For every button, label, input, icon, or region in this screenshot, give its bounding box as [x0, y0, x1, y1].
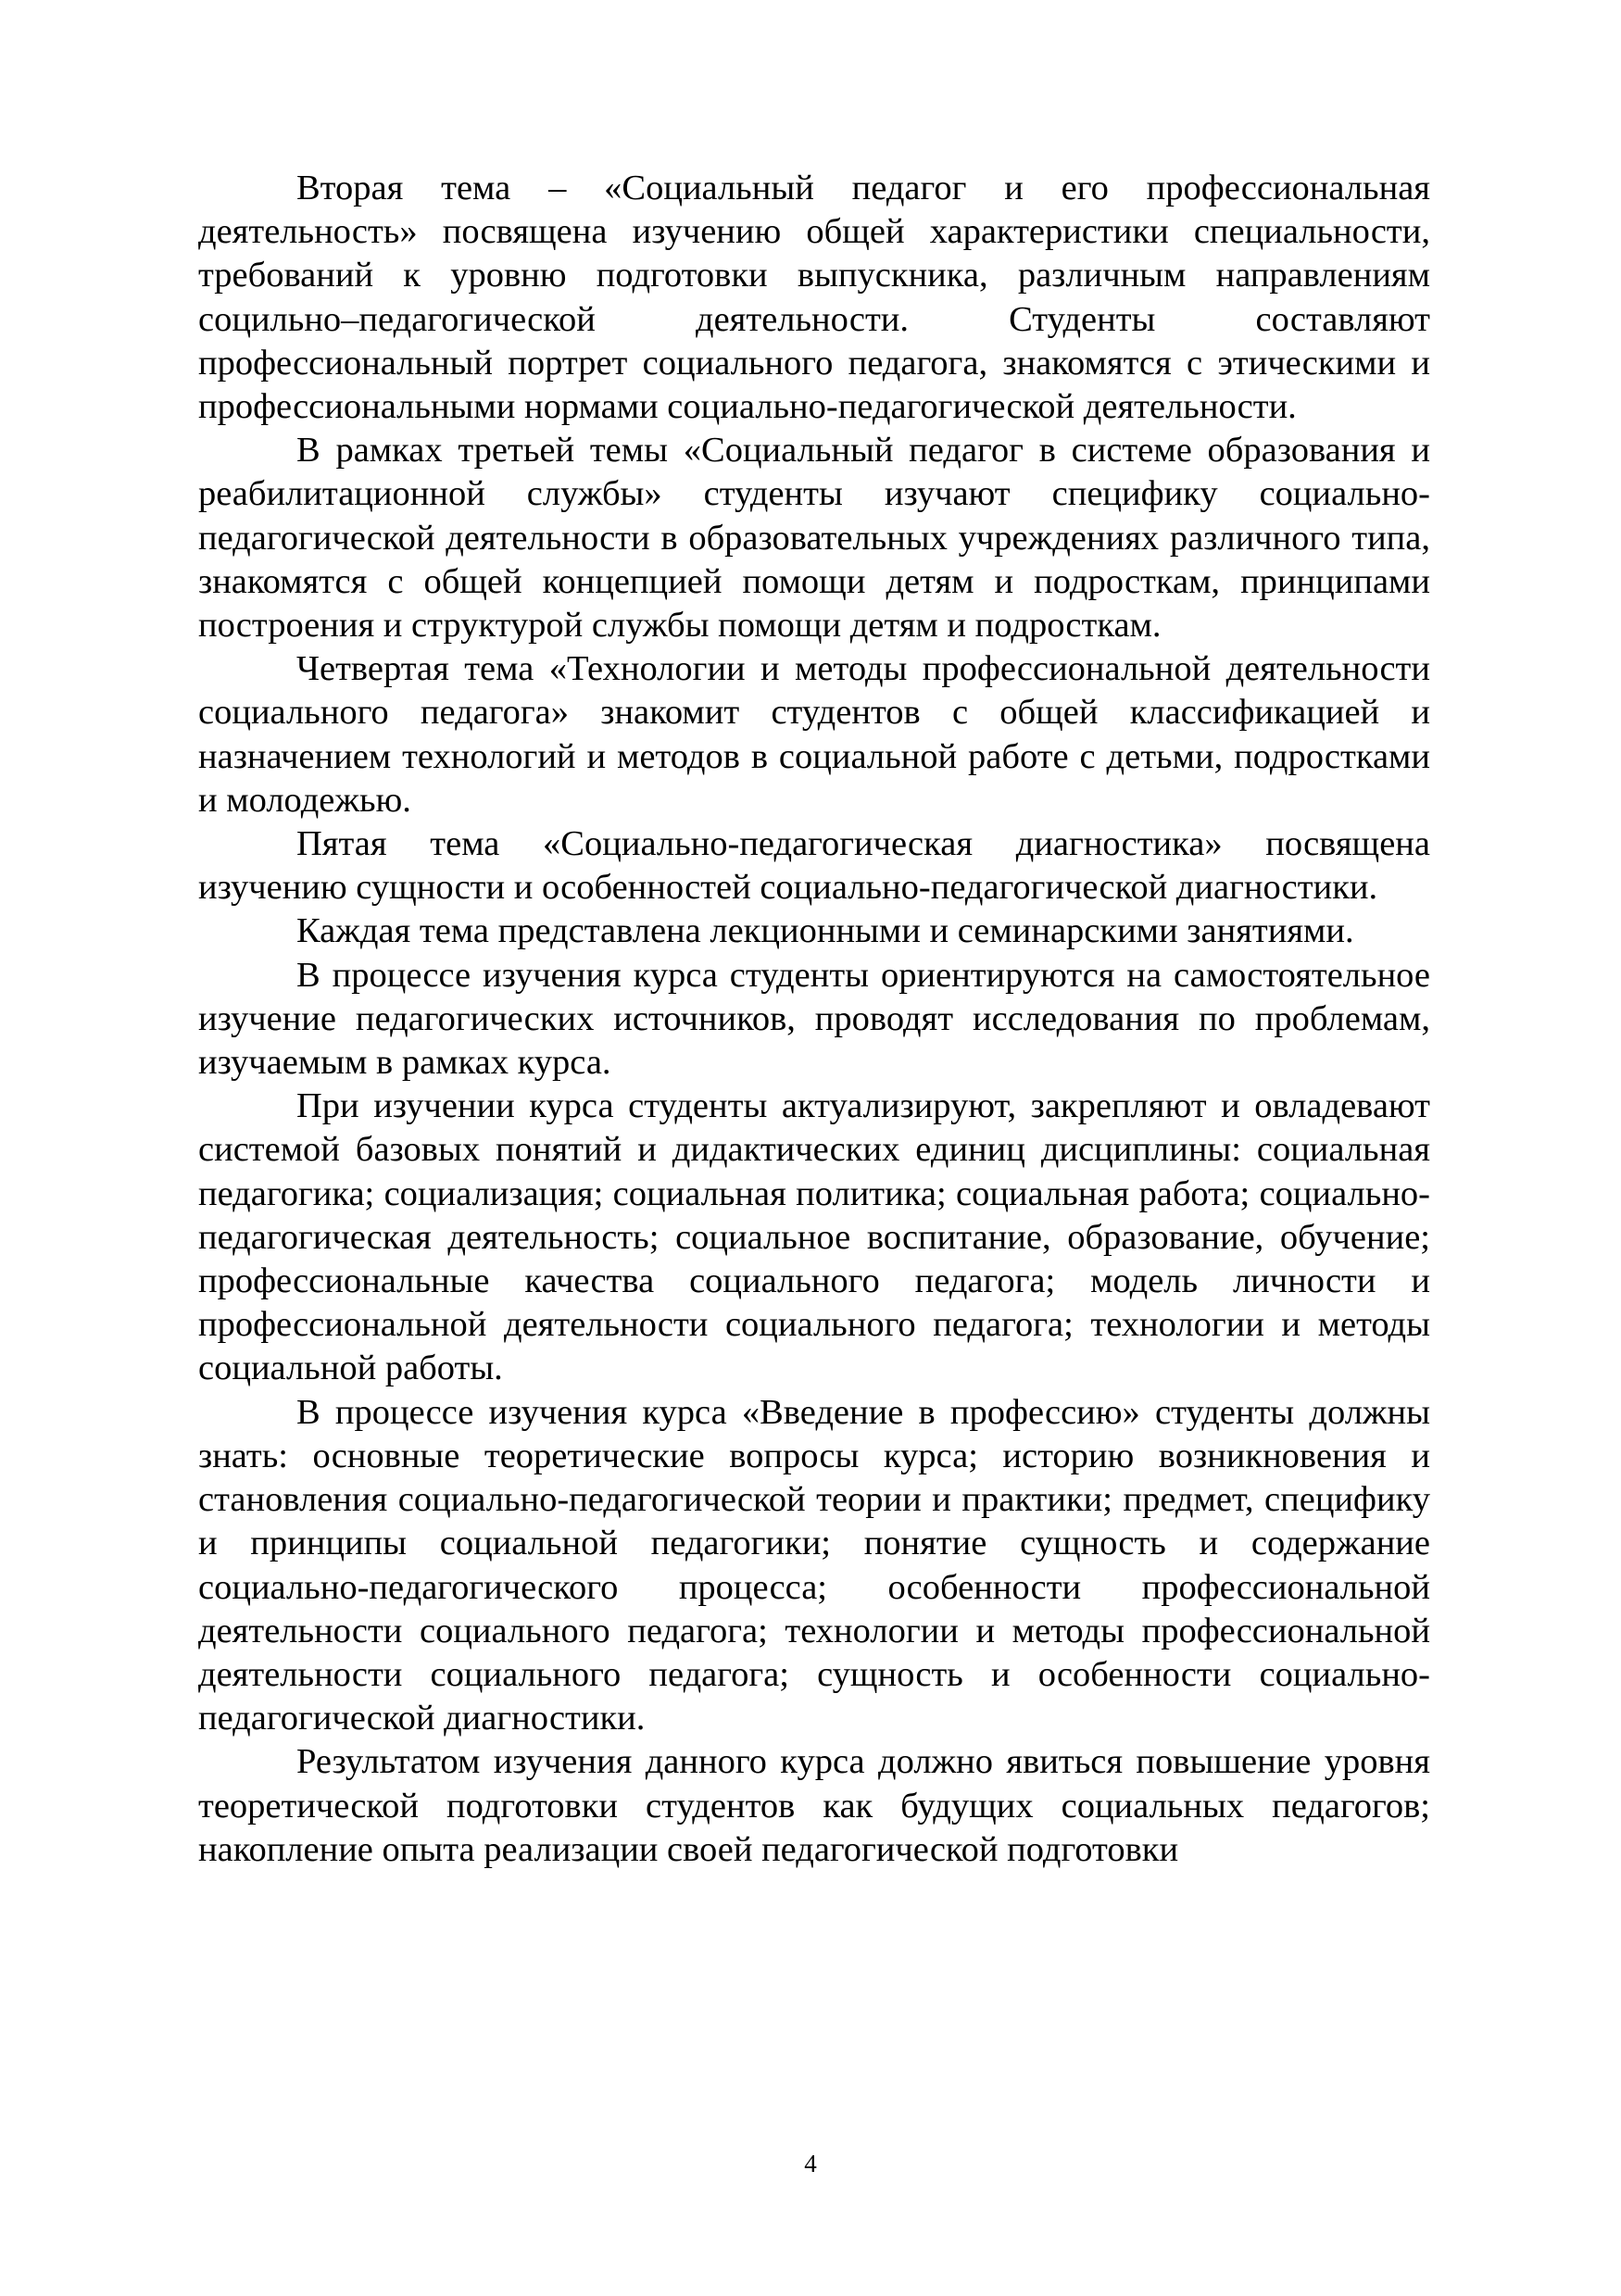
- paragraph-topic-2: Вторая тема – «Социальный педагог и его профессиональная деятельность» посвящена изучению общей характеристики специальности, требований к уровню подготовки выпускника, различным направлениям социльно–педагогической деятельности. Студенты составляют профессиональный портрет социального педагога, знакомятся с этическими и профессиональными нормами социально-педагогической деятельности.: [198, 169, 1430, 427]
- paragraph-topic-5: Пятая тема «Социально-педагогическая диагностика» посвящена изучению сущности и особенностей социально-педагогической диагностики.: [198, 824, 1430, 908]
- body-text: [198, 167, 1430, 1872]
- paragraph-lectures: Каждая тема представлена лекционными и семинарскими занятиями.: [296, 911, 1354, 951]
- paragraph-should-know: В процессе изучения курса «Введение в профессию» студенты должны знать: основные теоретические вопросы курса; историю возникновения и становления социально-педагогической теории и практики; предмет, специфику и принципы социальной педагогики; понятие сущность и содержание социально-педагогического процесса; особенности профессиональной деятельности социального педагога; технологии и методы профессиональной деятельности социального педагога; сущность и особенности социально-педагогической диагностики.: [198, 1392, 1430, 1738]
- paragraph-concepts: При изучении курса студенты актуализируют, закрепляют и овладевают системой базовых понятий и дидактических единиц дисциплины: социальная педагогика; социализация; социальная политика; социальная работа; социально-педагогическая деятельность; социальное воспитание, образование, обучение; профессиональные качества социального педагога; модель личности и профессиональной деятельности социального педагога; технологии и методы социальной работы.: [198, 1086, 1430, 1388]
- paragraph-self-study: В процессе изучения курса студенты ориентируются на самостоятельное изучение педагогических источников, проводят исследования по проблемам, изучаемым в рамках курса.: [198, 955, 1430, 1083]
- page-number: 4: [804, 2150, 817, 2177]
- paragraph-topic-3: В рамках третьей темы «Социальный педагог в системе образования и реабилитационной службы» студенты изучают специфику социально-педагогической деятельности в образовательных учреждениях различного типа, знакомятся с общей концепцией помощи детям и подросткам, принципами построения и структурой службы помощи детям и подросткам.: [198, 431, 1430, 646]
- paragraph-topic-4: Четвертая тема «Технологии и методы профессиональной деятельности социального педагога» знакомит студентов с общей классификацией и назначением технологий и методов в социальной работе с детьми, подростками и молодежью.: [198, 649, 1430, 820]
- paragraph-results: Результатом изучения данного курса должно явиться повышение уровня теоретической подготовки студентов как будущих социальных педагогов; накопление опыта реализации своей педагогической подготовки: [198, 1742, 1430, 1869]
